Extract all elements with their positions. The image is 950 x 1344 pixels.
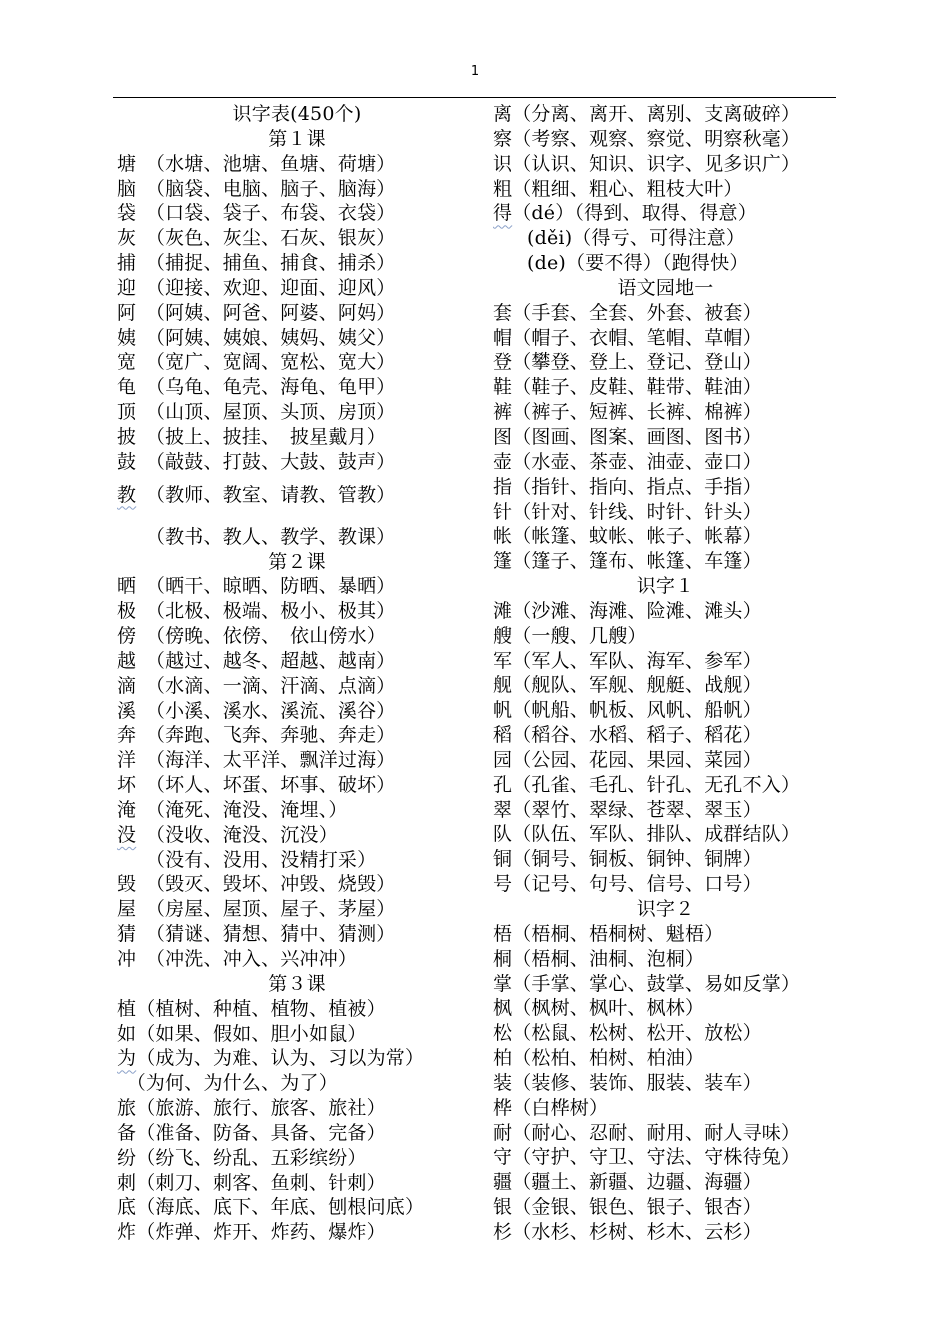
section-heading: 语文园地一 <box>617 276 714 299</box>
vocab-entry: （为何、为什么、为了） <box>117 1072 338 1095</box>
vocab-entry: 艘（一艘、几艘） <box>493 624 647 647</box>
section-heading: 识字２ <box>636 898 695 920</box>
vocab-entry: 灰 （灰色、灰尘、石灰、银灰） <box>117 227 396 250</box>
vocab-entry: 桦（白桦树） <box>493 1096 609 1119</box>
vocab-entry: 裤（裤子、短裤、长裤、棉裤） <box>493 401 762 424</box>
entry-rest: （教师、教室、请教、管教） <box>136 483 396 506</box>
vocab-entry: 底（海底、底下、年底、刨根问底） <box>117 1196 425 1219</box>
vocab-entry: 顶 （山顶、屋顶、头顶、房顶） <box>117 401 396 424</box>
vocab-entry: 守（守护、守卫、守法、守株待兔） <box>493 1146 801 1169</box>
vocab-entry: 滴 （水滴、一滴、汗滴、点滴） <box>117 674 396 697</box>
vocab-entry: 识（认识、知识、识字、见多识广） <box>493 152 801 175</box>
vocab-entry: 龟 （乌龟、龟壳、海龟、龟甲） <box>117 376 396 399</box>
vocab-entry: 察（考察、观察、察觉、明察秋毫） <box>493 127 801 150</box>
vocab-entry: 塘 （水塘、池塘、鱼塘、荷塘） <box>117 152 396 175</box>
entry-rest: （没收、淹没、沉没） <box>136 823 338 846</box>
vocab-entry <box>493 201 838 226</box>
vocab-entry: 屋 （房屋、屋顶、屋子、茅屋） <box>117 898 396 921</box>
section-heading: 识字１ <box>636 575 695 598</box>
marked-character: 没 <box>117 823 137 846</box>
vocab-entry: 登（攀登、登上、登记、登山） <box>493 351 762 374</box>
vocab-entry: 队（队伍、军队、排队、成群结队） <box>493 823 801 846</box>
vocab-entry: 装（装修、装饰、服装、装车） <box>493 1071 762 1094</box>
vocab-entry: 图（图画、图案、画图、图书） <box>493 425 762 448</box>
vocab-entry: 姨 （阿姨、姨娘、姨妈、姨父） <box>117 326 396 349</box>
vocab-entry <box>117 1046 477 1071</box>
section-heading: 第２课 <box>268 550 326 573</box>
vocab-entry: 备（准备、防备、具备、完备） <box>117 1121 386 1144</box>
vocab-entry: 刺（刺刀、刺客、鱼刺、针刺） <box>117 1171 386 1194</box>
header-rule <box>113 97 836 98</box>
vocab-entry: 鼓 （敲鼓、打鼓、大鼓、鼓声） <box>117 450 396 473</box>
vocab-entry: 柏（松柏、柏树、柏油） <box>493 1047 705 1070</box>
vocab-entry: 冲 （冲洗、冲入、兴冲冲） <box>117 948 358 970</box>
vocab-entry: 松（松鼠、松树、松开、放松） <box>493 1022 762 1045</box>
vocab-entry: 坏 （坏人、坏蛋、坏事、破坏） <box>117 774 396 797</box>
vocab-entry: 迎 （迎接、欢迎、迎面、迎风） <box>117 276 396 299</box>
vocab-entry: 溪 （小溪、溪水、溪流、溪谷） <box>117 699 396 722</box>
vocab-entry: 毁 （毁灭、毁坏、冲毁、烧毁） <box>117 873 396 896</box>
vocab-entry: 壶（水壶、茶壶、油壶、壶口） <box>493 450 762 473</box>
vocab-entry: 植（植树、种植、植物、植被） <box>117 997 386 1020</box>
vocab-entry: 捕 （捕捉、捕鱼、捕食、捕杀） <box>117 252 396 275</box>
vocab-entry: 耐（耐心、忍耐、耐用、耐人寻味） <box>493 1121 801 1144</box>
vocab-entry: 淹 （淹死、淹没、淹埋、） <box>117 798 348 821</box>
vocab-entry: 帆（帆船、帆板、风帆、船帆） <box>493 699 762 722</box>
vocab-entry: 杉（水杉、杉树、杉木、云杉） <box>493 1220 762 1243</box>
vocab-entry <box>117 823 477 848</box>
vocab-entry: 孔（孔雀、毛孔、针孔、无孔不入） <box>493 773 801 796</box>
vocab-entry: 银（金银、银色、银子、银杏） <box>493 1196 762 1219</box>
section-heading: 第３课 <box>268 972 326 995</box>
vocab-entry: 鞋（鞋子、皮鞋、鞋带、鞋油） <box>493 376 762 399</box>
vocab-entry: 脑 （脑袋、电脑、脑子、脑海） <box>117 177 396 200</box>
vocab-entry: 离（分离、离开、离别、支离破碎） <box>493 103 801 125</box>
vocab-entry: 粗（粗细、粗心、粗枝大叶） <box>493 177 743 200</box>
vocab-entry <box>117 475 477 525</box>
vocab-entry: 枫（枫树、枫叶、枫林） <box>493 997 705 1020</box>
section-heading: 识字表(450个) <box>232 103 362 125</box>
entry-rest: （成为、为难、认为、习以为常） <box>136 1047 425 1070</box>
vocab-entry: 帐（帐篷、蚊帐、帐子、帐幕） <box>493 525 762 548</box>
marked-character: 为 <box>117 1047 137 1070</box>
vocab-entry: 稻（稻谷、水稻、稻子、稻花） <box>493 724 762 747</box>
vocab-entry: 掌（手掌、掌心、鼓掌、易如反掌） <box>493 972 801 995</box>
vocab-entry: 桐（梧桐、油桐、泡桐） <box>493 947 705 970</box>
vocab-entry: 军（军人、军队、海军、参军） <box>493 649 762 672</box>
vocab-entry: 阿 （阿姨、阿爸、阿婆、阿妈） <box>117 301 396 324</box>
vocab-entry-continuation: (děi)（得亏、可得注意） <box>527 227 746 250</box>
section-heading: 第１课 <box>268 127 326 150</box>
vocab-entry-continuation: (de)（要不得）（跑得快） <box>527 252 749 275</box>
vocab-entry: 旅（旅游、旅行、旅客、旅社） <box>117 1097 386 1120</box>
left-column <box>117 102 477 1245</box>
vocab-entry: 篷（篷子、篷布、帐篷、车篷） <box>493 550 762 573</box>
vocab-entry: 奔 （奔跑、飞奔、奔驰、奔走） <box>117 724 396 747</box>
right-column <box>493 102 838 1245</box>
vocab-entry: 傍 （傍晚、依傍、 依山傍水） <box>117 625 387 648</box>
marked-character: 教 <box>117 483 137 506</box>
vocab-entry: 袋 （口袋、袋子、布袋、衣袋） <box>117 202 396 225</box>
vocab-entry: 越 （越过、越冬、超越、越南） <box>117 649 396 672</box>
vocab-entry: （教书、教人、教学、教课） <box>117 525 396 548</box>
vocab-entry: 园（公园、花园、果园、菜园） <box>493 748 762 771</box>
vocab-entry: 套（手套、全套、外套、被套） <box>493 301 762 324</box>
vocab-entry: 猜 （猜谜、猜想、猜中、猜测） <box>117 923 396 946</box>
vocab-entry: 翠（翠竹、翠绿、苍翠、翠玉） <box>493 798 762 821</box>
vocab-entry: 舰（舰队、军舰、舰艇、战舰） <box>493 674 762 697</box>
vocab-entry: 铜（铜号、铜板、铜钟、铜牌） <box>493 848 762 871</box>
vocab-entry: 号（记号、句号、信号、口号） <box>493 873 762 896</box>
vocab-entry: 帽（帽子、衣帽、笔帽、草帽） <box>493 326 762 349</box>
vocab-entry: 宽 （宽广、宽阔、宽松、宽大） <box>117 351 396 374</box>
vocab-entry: 针（针对、针线、时针、针头） <box>493 500 762 523</box>
vocab-entry: 炸（炸弹、炸开、炸药、爆炸） <box>117 1221 386 1244</box>
vocab-entry: 疆（疆土、新疆、边疆、海疆） <box>493 1171 762 1194</box>
vocab-entry: 洋 （海洋、太平洋、飘洋过海） <box>117 749 396 772</box>
vocab-entry: 纷（纷飞、纷乱、五彩缤纷） <box>117 1146 367 1169</box>
vocab-entry: 披 （披上、披挂、 披星戴月） <box>117 425 387 448</box>
vocab-entry: 如（如果、假如、胆小如鼠） <box>117 1022 367 1045</box>
vocab-entry: 晒 （晒干、晾晒、防晒、暴晒） <box>117 575 396 598</box>
vocab-entry: 极 （北极、极端、极小、极其） <box>117 600 396 623</box>
vocab-entry: 梧（梧桐、梧桐树、魁梧） <box>493 922 724 945</box>
vocab-entry: （没有、没用、没精打采） <box>117 848 377 871</box>
entry-rest: （dé）（得到、取得、得意） <box>512 202 757 225</box>
page-number: 1 <box>470 64 480 79</box>
vocab-entry: 指（指针、指向、指点、手指） <box>493 475 762 498</box>
marked-character: 得 <box>493 202 513 225</box>
vocab-entry: 滩（沙滩、海滩、险滩、滩头） <box>493 599 762 622</box>
